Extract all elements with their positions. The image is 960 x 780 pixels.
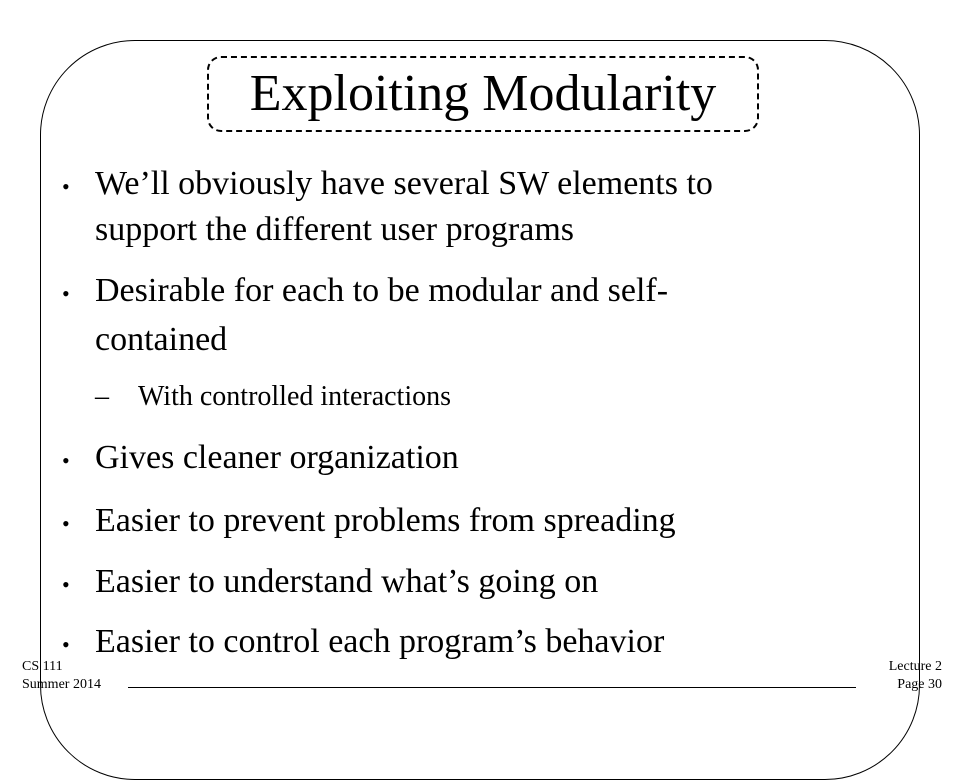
footer-left [22,658,101,694]
footer-lecture: Lecture 2 [888,659,942,674]
bullet-3-line-1: Gives cleaner organization [95,439,459,476]
bullet-icon: • [62,281,70,306]
sub-bullet-text: With controlled interactions [138,381,452,412]
bullet-2-line-1: Desirable for each to be modular and self- [95,272,669,309]
footer-course: CS 111 [22,659,63,674]
bullet-icon: • [62,632,70,657]
bullet-5-line-1: Easier to understand what’s going on [95,563,599,600]
bullet-icon: • [62,511,70,536]
footer-right [862,658,942,694]
footer-term: Summer 2014 [22,677,101,692]
bullet-icon: • [62,174,70,199]
bullet-4-line-1: Easier to prevent problems from spreading [95,502,676,539]
footer-rule [128,687,856,688]
bullet-6-line-1: Easier to control each program’s behavior [95,623,665,660]
bullet-1-line-2: support the different user programs [95,211,575,248]
slide-title: Exploiting Modularity [249,65,717,122]
sub-bullet-dash: – [95,381,109,412]
bullet-icon: • [62,448,70,473]
bullet-icon: • [62,572,70,597]
footer-page: Page 30 [897,677,942,692]
bullet-1-line-1: We’ll obviously have several SW elements to [95,165,713,202]
bullet-2-line-2: contained [95,321,228,358]
